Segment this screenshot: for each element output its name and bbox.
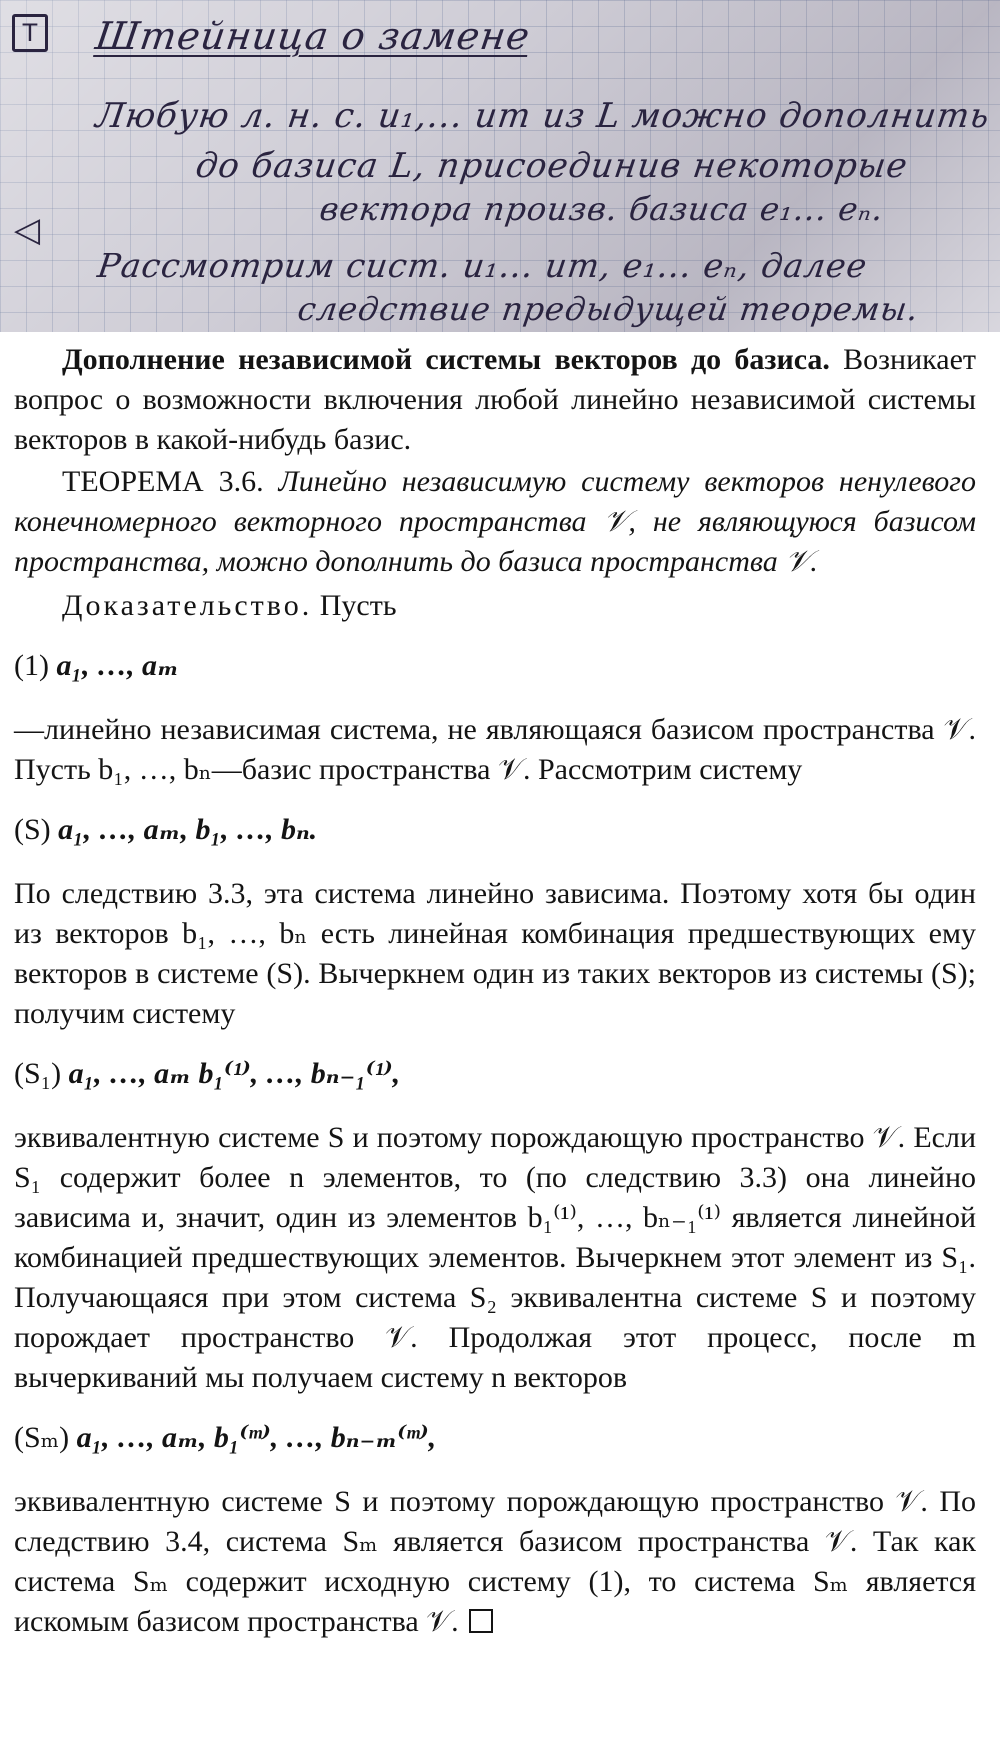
theorem-body: Линейно независимую систему векторов ненулевого конечномерного векторного пространства 𝒱, не являющуюся базисом пространства, можно дополнить до базиса пространства 𝒱.	[14, 465, 976, 578]
formula-s1-body: a₁, …, aₘ b₁⁽¹⁾, …, bₙ₋₁⁽¹⁾,	[68, 1057, 401, 1090]
section-intro: Возникает вопрос о возможности включения любой линейно независимой системы векторов в какой-нибудь базис.	[14, 343, 977, 456]
paragraph-5	[14, 1482, 976, 1642]
note-label-box: Т	[12, 14, 48, 52]
section-block	[14, 340, 976, 460]
section-heading: Дополнение независимой системы векторов до базиса.	[62, 343, 830, 376]
proof-intro	[14, 586, 976, 626]
note-title: Штейница о замене	[92, 14, 534, 58]
formula-sm	[14, 1416, 976, 1460]
proof-start-mark: ◁	[14, 210, 41, 250]
qed-square-icon	[469, 1609, 493, 1633]
formula-s-label: (S)	[14, 813, 51, 846]
proof-start: Пусть	[319, 589, 397, 622]
note-line-5: следствие предыдущей теоремы.	[295, 290, 922, 328]
formula-1-body: a₁, …, aₘ	[56, 649, 179, 682]
formula-s	[14, 808, 976, 852]
handwritten-note-photo	[0, 0, 1000, 332]
formula-1-label: (1)	[14, 649, 49, 682]
formula-sm-label: (Sₘ)	[14, 1421, 70, 1454]
formula-sm-body: a₁, …, aₘ, b₁⁽ᵐ⁾, …, bₙ₋ₘ⁽ᵐ⁾,	[76, 1421, 437, 1454]
textbook-page	[14, 340, 976, 1642]
formula-s-body: a₁, …, aₘ, b₁, …, bₙ.	[58, 813, 318, 846]
paragraph-4: эквивалентную системе S и поэтому порождающую пространство 𝒱. Если S₁ содержит более n элементов, то (по следствию 3.3) она линейно зависима и, значит, один из элементов b₁⁽¹⁾, …, bₙ₋₁⁽¹⁾ является линейной комбинацией предшествующих элементов. Вычеркнем этот элемент из S₁. Получающаяся при этом система S₂ эквивалентна системе S и поэтому порождает пространство 𝒱. Продолжая этот процесс, после m вычеркиваний мы получаем систему n векторов	[14, 1121, 976, 1394]
paragraph-2: —линейно независимая система, не являющаяся базисом пространства 𝒱. Пусть b₁, …, bₙ—базис пространства 𝒱. Рассмотрим систему	[14, 713, 976, 786]
note-line-4: Рассмотрим сист. u₁... um, e₁... eₙ, далее	[95, 246, 871, 285]
note-line-3: вектора произв. базиса e₁... eₙ.	[317, 190, 887, 228]
theorem-label: ТЕОРЕМА 3.6.	[62, 465, 264, 498]
paragraph-3: По следствию 3.3, эта система линейно зависима. Поэтому хотя бы один из векторов b₁, …, bₙ есть линейная комбинация предшествующих ему векторов в системе (S). Вычеркнем один из таких векторов из системы (S); получим систему	[14, 877, 976, 1030]
note-line-1: Любую л. н. с. u₁,... um из L можно дополнить	[93, 96, 993, 136]
proof-label: Доказательство.	[62, 589, 313, 622]
note-line-2: до базиса L, присоединив некоторые	[193, 146, 911, 186]
formula-s1-label: (S₁)	[14, 1057, 62, 1090]
theorem-block	[14, 462, 976, 582]
paragraph-5-text: эквивалентную системе S и поэтому порождающую пространство 𝒱. По следствию 3.4, система Sₘ является базисом пространства 𝒱. Так как система Sₘ содержит исходную систему (1), то система Sₘ является искомым базисом пространства 𝒱.	[14, 1485, 976, 1638]
formula-1	[14, 644, 976, 688]
formula-s1	[14, 1052, 976, 1096]
